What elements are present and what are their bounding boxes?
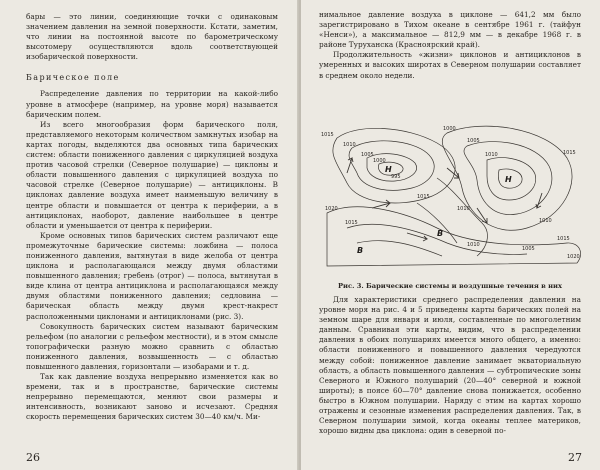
left-top-paragraph: бары — это линии, соединяющие точки с одинаковым значением давления на земной поверхности. Кстати, заметим, что линии на постоянной высоте по барометрическому высотомеру осуществляются вдоль соответствующей изобарической поверхности.	[26, 12, 278, 62]
right-body-column	[319, 295, 581, 436]
isobar-label: 1005	[467, 138, 480, 144]
section-heading: Барическое поле	[26, 73, 120, 83]
left-paragraph-2: Из всего многообразия форм барического поля, представляемого некоторым количеством замкнутых изобар на картах погоды, выделяются два основных типа барических систем: области пониженного давления с циркуляцией воздуха против часовой стрелки (Северное полушарие) — циклоны и области повышенного давления с циркуляцией воздуха по часовой стрелке (Северное полушарие) — антициклоны. В циклонах давление воздуха имеет наименьшую величину в центре области и повышается от центра к периферии, а в антициклонах, наоборот, давление наибольшее в центре области и уменьшается от центра к периферии.	[26, 119, 278, 230]
right-page	[301, 0, 600, 470]
figure-caption: Рис. 3. Барические системы и воздушные течения в них	[338, 281, 562, 290]
right-page-number: 27	[568, 451, 582, 464]
isobar-label: 1015	[345, 220, 358, 226]
isobar-label: 1010	[343, 142, 356, 148]
isobar-label: 1010	[485, 152, 498, 158]
high-center-label: В	[357, 246, 364, 255]
isobar-label: 1015	[557, 236, 570, 242]
left-paragraph-1: Распределение давления по территории на какой-либо уровне в атмосфере (например, на уровне моря) называется барическим полем.	[26, 89, 278, 119]
isobar-label: 1015	[563, 150, 576, 156]
isobar-label: 1010	[539, 218, 552, 224]
isobar-label: 1010	[457, 206, 470, 212]
left-page-number: 26	[26, 451, 40, 464]
isobar-label: 1000	[443, 126, 456, 132]
left-paragraph-5: Так как давление воздуха непрерывно изменяется как во времени, так и в пространстве, барические системы непрерывно перемещаются, меняют свои размеры и интенсивность, возникают заново и исчезают. Средняя скорость перемещения барических систем 30—40 км/ч. Ми-	[26, 372, 278, 422]
left-paragraph-4: Совокупность барических систем называют барическим рельефом (по аналогии с рельефом местности), и в этом смысле топографически разную можно сравнить с областью пониженного давления, возвышенность — с областью повышенного давления, горизонтали — изобарами и т. д.	[26, 321, 278, 371]
low-center-label: Н	[385, 165, 392, 174]
isobar-label: 1005	[522, 246, 535, 252]
right-top-column	[319, 10, 581, 81]
isobar-label: 1000	[373, 158, 386, 164]
pressure-map-svg	[317, 118, 587, 270]
isobar-label: 1015	[417, 194, 430, 200]
left-paragraph-3: Кроме основных типов барических систем различают еще промежуточные барические системы: ложбина — полоса пониженного давления, вытянутая в виде желоба от центра циклона и располагающаяся между двумя областями повышенного давления; гребень (отрог) — полоса, вытянутая в виде клина от центра антициклона и располагающаяся между двумя областями пониженного давления; седловина — барическая область между двумя крест-накрест расположенными циклонами и антициклонами (рис. 3).	[26, 230, 278, 321]
isobar-label: 1020	[567, 254, 580, 260]
high-center-label: В	[437, 229, 444, 238]
isobar-label: 995	[391, 174, 401, 180]
right-top-paragraph: нимальное давление воздуха в циклоне — 641,2 мм было зарегистрировано в Тихом океане в сентябре 1961 г. (тайфун «Ненси»), а максимальное — 812,9 мм — в декабре 1968 г. в районе Туруханска (Красноярский край).	[319, 10, 581, 50]
pressure-map-figure	[317, 118, 587, 270]
isobar-label: 1020	[325, 206, 338, 212]
left-text-column	[26, 12, 278, 423]
right-body-paragraph: Для характеристики среднего распределения давления на уровне моря на рис. 4 и 5 приведены карты барических полей на земном шаре для января и июля, составленные по многолетним данным. Сравнивая эти карты, видим, что в распределении давления в обоих полушариях имеется много общего, а именно: области пониженного и повышенного давления чередуются между собой: пониженное давление занимает экваториальную область, а область повышенного давления — субтропические зоны Северного и Южного полушарий (20—40° северной и южной широты); в поясе 60—70° давление снова понижается, особенно быстро в Южном полушарии. Наряду с этим на картах хорошо отражены и сезонные изменения распределения давления. Так, в Северном полушарии зимой, когда океаны теплее материков, хорошо видны два циклона: один в северной по-	[319, 295, 581, 436]
left-page	[0, 0, 299, 470]
right-second-paragraph: Продолжительность «жизни» циклонов и антициклонов в умеренных и высоких широтах в Северном полушарии составляет в среднем около недели.	[319, 50, 581, 80]
isobar-label: 1010	[467, 242, 480, 248]
isobar-label: 1015	[321, 132, 334, 138]
isobar-label: 1005	[361, 152, 374, 158]
low-center-label: Н	[505, 175, 512, 184]
